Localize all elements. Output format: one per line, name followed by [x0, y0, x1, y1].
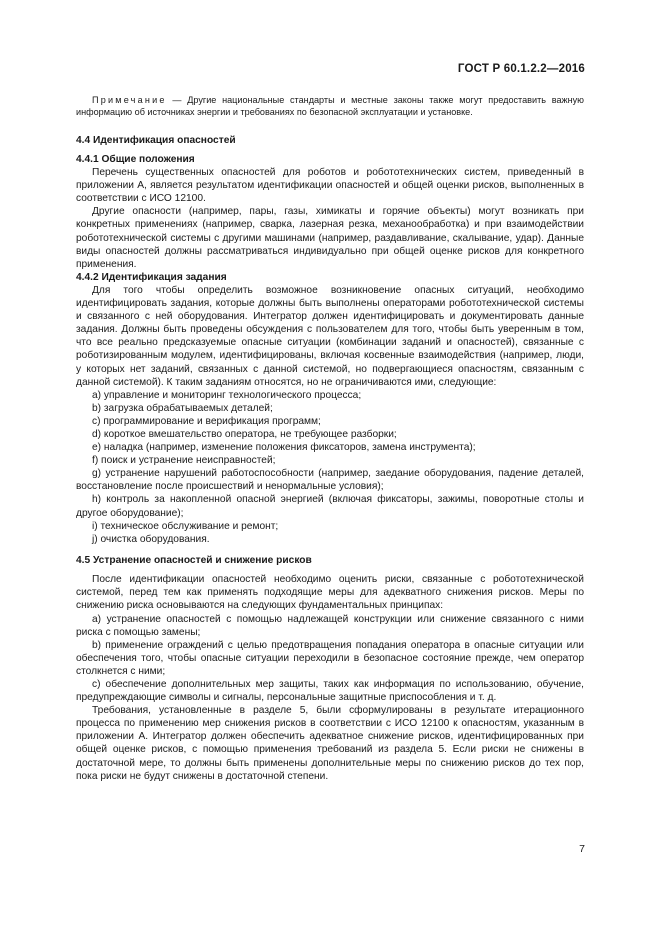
list-item: d) короткое вмешательство оператора, не требующее разборки; [92, 428, 397, 440]
section-4-5-title: 4.5 Устранение опасностей и снижение рисков [76, 554, 312, 566]
note-paragraph [76, 94, 584, 119]
page-content [76, 92, 584, 783]
section-4-4-1-title: 4.4.1 Общие положения [76, 154, 195, 165]
list-item: f) поиск и устранение неисправностей; [92, 455, 276, 467]
list-item: e) наладка (например, изменение положения фиксаторов, замена инструмента); [92, 442, 476, 454]
section-4-5-paragraph-2: Требования, установленные в разделе 5, были сформулированы в результате итерационного процесса по применению мер снижения рисков в соответствии с ИСО 12100 к опасностям, указанным в приложении А. Интегратор должен обеспечить адекватное снижение рисков, идентифицированных при общей оценке рисков, с помощью применения требований из раздела 5. Если риски не снижены в достаточной мере, то должны быть применены дополнительные меры по снижению рисков до тех пор, пока риски не будут снижены в достаточной степени. [76, 705, 584, 782]
note-lead: Примечание [92, 95, 167, 105]
list-item: i) техническое обслуживание и ремонт; [92, 520, 279, 532]
list-item: b) загрузка обрабатываемых деталей; [92, 402, 273, 414]
list-item: c) программирование и верификация программ; [92, 415, 321, 427]
section-4-4-1-paragraph-2: Другие опасности (например, пары, газы, химикаты и горячие объекты) могут возникать при конкретных применениях (например, сварка, лазерная резка, механообработка) и при взаимодействии робототехнической системы с другими машинами (например, раздавливание, скалывание, удар). Данные виды опасностей должны рассматриваться индивидуально при общей оценке рисков для конкретного применения. [76, 206, 584, 270]
list-item: с) обеспечение дополнительных мер защиты, таких как информация по использованию, обучение, предупреждающие символы и сигналы, персональные защитные приспособления и т. д. [76, 678, 584, 704]
section-4-5-paragraph-1: После идентификации опасностей необходимо оценить риски, связанные с робототехнической системой, перед тем как применять подходящие меры для адекватного снижения рисков. Меры по снижению риска основываются на следующих фундаментальных принципах: [76, 574, 584, 612]
section-4-4-2-paragraph-1: Для того чтобы определить возможное возникновение опасных ситуаций, необходимо идентифицировать задания, которые должны быть выполнены операторами робототехнической системы и связанного с ней оборудования. Интегратор должен идентифицировать и документировать данные задания. Должны быть проведены обсуждения с пользователем для того, чтобы быть уверенным в том, что все реально предсказуемые опасные ситуации (комбинации заданий и опасностей), связанные с роботизированным модулем, идентифицированы, включая косвенные взаимодействия (например, люди, у которых нет заданий, связанных с данной системой, но подвергающиеся опасностям, связанным с данной системой). К таким заданиям относятся, но не ограничиваются ими, следующие: [76, 284, 584, 388]
list-item: а) устранение опасностей с помощью надлежащей конструкции или снижение связанного с ними риска с помощью замены; [76, 613, 584, 638]
principles-list [76, 613, 584, 705]
list-item: h) контроль за накопленной опасной энергией (включая фиксаторы, зажимы, поворотные столы и другое оборудование); [76, 494, 584, 519]
list-item: j) очистка оборудования. [92, 533, 210, 545]
list-item: a) управление и мониторинг технологического процесса; [92, 389, 362, 401]
list-item: b) применение ограждений с целью предотвращения попадания оператора в опасные ситуации или обеспечения того, чтобы опасные ситуации переходили в безопасное состояние прежде, чем оператор столкнется с ними; [76, 639, 584, 677]
list-item: g) устранение нарушений работоспособности (например, заедание оборудования, падение деталей, восстановление после происшествий и ненормальные условия); [76, 468, 584, 493]
section-4-4-title: 4.4 Идентификация опасностей [76, 134, 236, 146]
section-4-4-2-title: 4.4.2 Идентификация задания [76, 271, 227, 283]
note-text: — Другие национальные стандарты и местные законы также могут предоставить важную информацию об источниках энергии и требованиях по безопасной эксплуатации и установке. [76, 95, 584, 118]
document-code: ГОСТ Р 60.1.2.2—2016 [457, 63, 585, 75]
task-list [76, 389, 584, 546]
page-number: 7 [579, 843, 585, 855]
section-4-4-1-paragraph-1: Перечень существенных опасностей для роботов и робототехнических систем, приведенный в приложении А, является результатом идентификации опасностей и общей оценки рисков, выполненных в соответствии с ИСО 12100. [76, 167, 584, 205]
